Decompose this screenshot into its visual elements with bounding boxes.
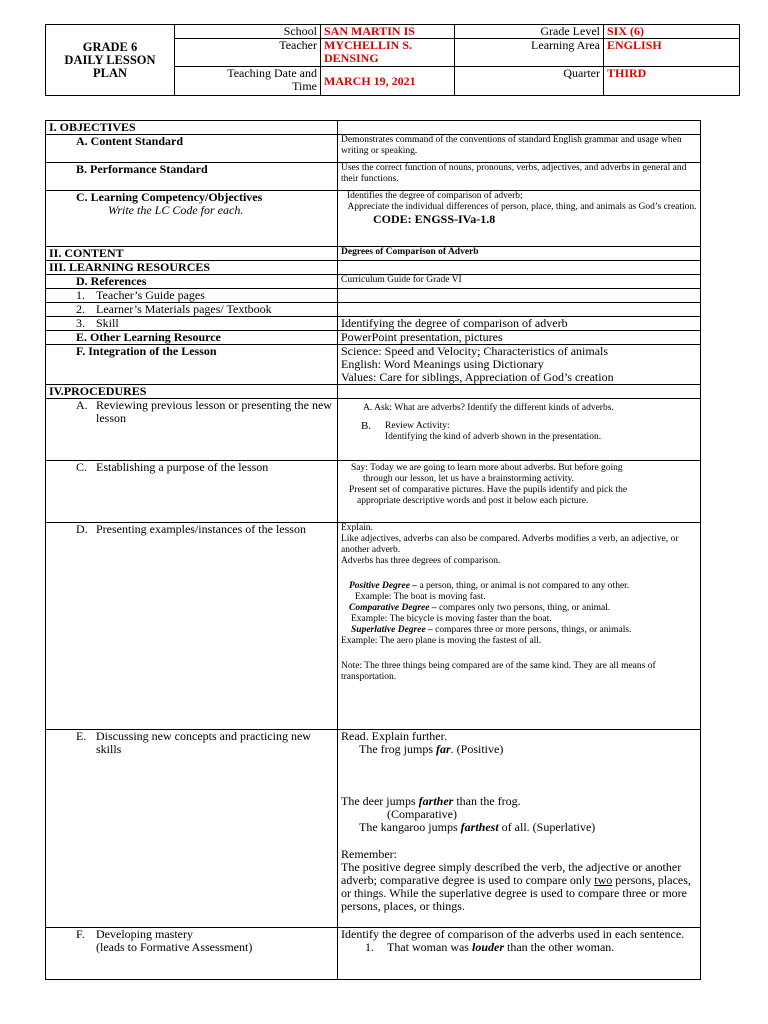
lesson-plan-table (45, 120, 701, 980)
procedure-a-label-cell (46, 399, 338, 461)
procedure-c-text (338, 461, 701, 523)
other-resource-label: E. Other Learning Resource (46, 331, 338, 345)
procedure-c-line-1: Say: Today we are going to learn more about adverbs. But before going (351, 463, 623, 473)
procedure-e-label-cell (46, 730, 338, 928)
competency-label-cell (46, 191, 338, 247)
positive-degree-text: a person, thing, or animal is not compared to any other. (417, 581, 630, 591)
resources-heading: III. LEARNING RESOURCES (46, 261, 338, 275)
procedure-d-label: Presenting examples/instances of the lesson (96, 522, 306, 536)
procedure-d-text (338, 523, 701, 730)
procedure-a-label: Reviewing previous lesson or presenting the new lesson (96, 398, 332, 425)
resource-item-number: 3. (76, 316, 85, 330)
resource-item-row (46, 303, 701, 317)
procedure-c-label: Establishing a purpose of the lesson (96, 460, 269, 474)
deer-example-rest: than the frog. (453, 794, 521, 808)
comparative-degree-example: Example: The bicycle is moving faster than the boat. (351, 614, 552, 624)
teacher-name-line-2: DENSING (324, 51, 379, 65)
procedure-e-label: Discussing new concepts and practicing new skills (96, 729, 311, 756)
review-activity-text: Identifying the kind of adverb shown in the presentation. (385, 432, 602, 442)
procedure-d-row (46, 523, 701, 730)
comparative-degree-definition (341, 603, 697, 614)
procedure-a-line-1: A. Ask: What are adverbs? Identify the different kinds of adverbs. (363, 403, 614, 413)
kangaroo-example (341, 821, 697, 834)
competency-label: C. Learning Competency/Objectives (76, 190, 263, 204)
superlative-degree-text: compares three or more persons, things, or animals. (432, 625, 632, 635)
teaching-date-label (175, 67, 321, 96)
header-table (45, 24, 740, 96)
review-activity (341, 414, 697, 443)
resource-item-row (46, 317, 701, 331)
superlative-degree-example: Example: The aero plane is moving the fastest of all. (341, 636, 542, 646)
other-resource-row (46, 331, 701, 345)
resources-heading-row (46, 261, 701, 275)
comparative-degree-term: Comparative Degree – (349, 603, 437, 613)
performance-standard-row (46, 163, 701, 191)
references-text: Curriculum Guide for Grade VI (338, 275, 701, 289)
teaching-date-label-line-1: Teaching Date and (227, 66, 317, 80)
resource-item-label: Learner’s Materials pages/ Textbook (96, 302, 272, 316)
procedure-a-number: A. (76, 398, 88, 412)
procedure-e-row (46, 730, 701, 928)
quarter-value: THIRD (604, 67, 740, 96)
other-resource-text: PowerPoint presentation, pictures (338, 331, 701, 345)
integration-row (46, 345, 701, 385)
procedure-c-number: C. (76, 460, 88, 474)
lc-code: CODE: ENGSS-IVa-1.8 (373, 212, 496, 226)
resource-item-text (338, 289, 701, 303)
resource-item (46, 317, 338, 331)
kangaroo-example-text: The kangaroo jumps (359, 820, 461, 834)
quarter-label: Quarter (455, 67, 604, 96)
remember-text-1: The positive degree simply described the verb, the adjective or another adverb; comparative degree is used to compare only (341, 860, 682, 887)
procedure-a-text (338, 399, 701, 461)
procedure-f-instruction: Identify the degree of comparison of the adverbs used in each sentence. (341, 927, 685, 941)
integration-line-1: Science: Speed and Velocity; Characteristics of animals (341, 344, 609, 358)
procedure-d-number: D. (76, 522, 88, 536)
document-title (46, 25, 175, 96)
competency-line-1: Identifies the degree of comparison of adverb; (347, 191, 523, 201)
procedure-f-number: F. (76, 927, 85, 941)
title-line-3: PLAN (92, 65, 128, 80)
grade-level-value: SIX (6) (604, 25, 740, 39)
frog-example-adverb: far (436, 742, 451, 756)
content-text: Degrees of Comparison of Adverb (338, 247, 701, 261)
procedure-d-intro: Like adjectives, adverbs can also be compared. Adverbs modifies a verb, an adjective, or another adverb. (341, 534, 679, 555)
exercise-item-adverb: louder (471, 940, 504, 954)
remember-label: Remember: (341, 847, 397, 861)
resource-item-number: 2. (76, 302, 85, 316)
remember-text (341, 861, 697, 913)
exercise-item-rest: than the other woman. (504, 940, 615, 954)
content-heading: II. CONTENT (46, 247, 338, 261)
resource-item-text (338, 303, 701, 317)
integration-line-2: English: Word Meanings using Dictionary (341, 357, 544, 371)
content-standard-row (46, 135, 701, 163)
deer-example-adverb: farther (418, 794, 454, 808)
exercise-item-text: That woman was (387, 940, 472, 954)
teacher-value (321, 39, 455, 67)
procedure-f-label-1: Developing mastery (96, 927, 193, 941)
school-value: SAN MARTIN IS (321, 25, 455, 39)
teaching-date-label-line-2: Time (292, 79, 317, 93)
kangaroo-example-adverb: farthest (460, 820, 499, 834)
integration-text (338, 345, 701, 385)
competency-line-2: Appreciate the individual differences of person, place, thing, and animals as God’s creation. (347, 202, 697, 212)
procedures-heading: IV.PROCEDURES (46, 385, 338, 399)
title-line-2: DAILY LESSON (64, 52, 156, 67)
superlative-degree-definition (341, 625, 697, 636)
school-label: School (175, 25, 321, 39)
procedure-d-label-cell (46, 523, 338, 730)
procedure-e-read: Read. Explain further. (341, 729, 447, 743)
procedure-c-label-cell (46, 461, 338, 523)
deer-example-tag: (Comparative) (387, 807, 457, 821)
exercise-item (341, 941, 697, 954)
deer-example-text: The deer jumps (341, 794, 419, 808)
resource-item-label: Skill (96, 316, 119, 330)
procedure-c-line-3: Present set of comparative pictures. Have the pupils identify and pick the (349, 485, 628, 495)
procedure-f-label-cell (46, 928, 338, 980)
remember-text-2: persons, places, or things. While the superlative degree is used to compare three or more persons, places, or things. (341, 873, 691, 913)
resource-item (46, 303, 338, 317)
procedure-c-line-2: through our lesson, let us have a brainstorming activity. (363, 474, 574, 484)
procedure-e-text (338, 730, 701, 928)
objectives-heading-row (46, 121, 701, 135)
procedure-d-note: Note: The three things being compared are of the same kind. They are all means of transportation. (341, 661, 656, 682)
procedures-heading-row (46, 385, 701, 399)
procedure-c-row (46, 461, 701, 523)
comparative-degree-text: compares only two persons, thing, or animal. (436, 603, 611, 613)
resource-item (46, 289, 338, 303)
review-activity-title: Review Activity: (385, 421, 450, 431)
integration-line-3: Values: Care for siblings, Appreciation of God’s creation (341, 370, 614, 384)
title-line-1: GRADE 6 (82, 39, 138, 54)
procedure-c-line-4: appropriate descriptive words and post it below each picture. (357, 496, 589, 506)
content-row (46, 247, 701, 261)
content-standard-text: Demonstrates command of the conventions of standard English grammar and usage when writing or speaking. (338, 135, 701, 163)
resource-item-number: 1. (76, 288, 85, 302)
review-activity-number: B. (361, 420, 372, 432)
references-label: D. References (46, 275, 338, 289)
procedure-f-label-2: (leads to Formative Assessment) (96, 940, 253, 954)
procedure-d-degrees: Adverbs has three degrees of comparison. (341, 556, 501, 566)
procedure-f-row (46, 928, 701, 980)
procedure-d-explain: Explain. (341, 523, 373, 533)
competency-note: Write the LC Code for each. (108, 203, 244, 217)
learning-area-label: Learning Area (455, 39, 604, 67)
content-standard-label: A. Content Standard (46, 135, 338, 163)
competency-text-cell (338, 191, 701, 247)
procedure-f-text (338, 928, 701, 980)
teacher-label: Teacher (175, 39, 321, 67)
superlative-degree-term: Superlative Degree – (351, 625, 433, 635)
exercise-item-number: 1. (365, 940, 374, 954)
resource-item-text: Identifying the degree of comparison of adverb (338, 317, 701, 331)
frog-example (341, 743, 697, 756)
procedure-e-number: E. (76, 729, 87, 743)
positive-degree-example: Example: The boat is moving fast. (355, 592, 486, 602)
procedure-a-row (46, 399, 701, 461)
frog-example-tag: . (Positive) (450, 742, 504, 756)
performance-standard-label: B. Performance Standard (46, 163, 338, 191)
frog-example-text: The frog jumps (359, 742, 436, 756)
kangaroo-example-tag: of all. (Superlative) (498, 820, 596, 834)
objectives-heading: I. OBJECTIVES (46, 121, 338, 135)
positive-degree-definition (341, 581, 697, 592)
resource-item-row (46, 289, 701, 303)
teaching-date-value: MARCH 19, 2021 (321, 67, 455, 96)
grade-level-label: Grade Level (455, 25, 604, 39)
positive-degree-term: Positive Degree – (349, 581, 418, 591)
references-row (46, 275, 701, 289)
integration-label: F. Integration of the Lesson (46, 345, 338, 385)
teacher-name-line-1: MYCHELLIN S. (324, 38, 413, 52)
learning-area-value: ENGLISH (604, 39, 740, 67)
performance-standard-text: Uses the correct function of nouns, pronouns, verbs, adjectives, and adverbs in general and their functions. (338, 163, 701, 191)
resource-item-label: Teacher’s Guide pages (96, 288, 205, 302)
competency-row (46, 191, 701, 247)
remember-two: two (594, 873, 613, 887)
